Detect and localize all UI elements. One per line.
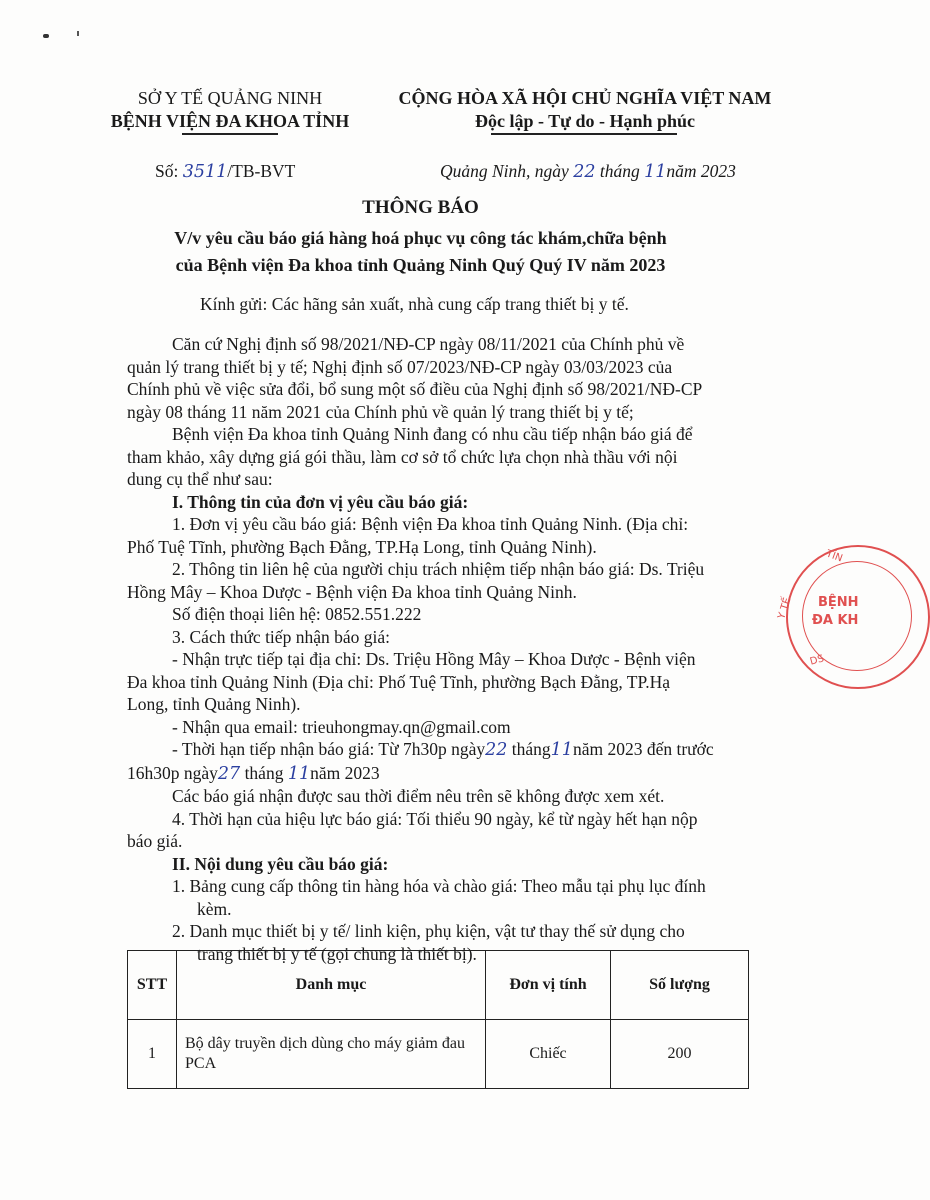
body-line: Chính phủ về việc sửa đổi, bổ sung một số điều của Nghị định số 98/2021/NĐ-CP <box>127 379 703 399</box>
table-header-unit: Đơn vị tính <box>486 951 611 1020</box>
date-line <box>440 160 736 184</box>
stamp-text: ĐA KH <box>812 613 859 628</box>
deadline-text: - Thời hạn tiếp nhận báo giá: Từ 7h30p ngày <box>172 739 486 759</box>
body-line: Long, tỉnh Quảng Ninh). <box>127 694 301 714</box>
body-line: ngày 08 tháng 11 năm 2021 của Chính phủ về quản lý trang thiết bị y tế; <box>127 401 634 422</box>
body-line: Bệnh viện Đa khoa tỉnh Quảng Ninh đang có nhu cầu tiếp nhận báo giá để <box>172 424 693 444</box>
cell-stt: 1 <box>128 1020 177 1089</box>
body-line: - Nhận trực tiếp tại địa chỉ: Ds. Triệu Hồng Mây – Khoa Dược - Bệnh viện <box>172 649 696 669</box>
body-line: 1. Đơn vị yêu cầu báo giá: Bệnh viện Đa khoa tỉnh Quảng Ninh. (Địa chỉ: <box>172 514 689 534</box>
date-text: Quảng Ninh, ngày <box>440 161 574 181</box>
deadline-line <box>127 738 763 762</box>
items-table <box>127 950 749 1089</box>
header-right-underline <box>491 133 677 135</box>
header-left <box>95 87 365 132</box>
body-line: tham khảo, xây dựng giá gói thầu, làm cơ sở tổ chức lựa chọn nhà thầu với nội <box>127 446 678 467</box>
deadline-day-start: 22 <box>485 740 508 760</box>
subject-line: V/v yêu cầu báo giá hàng hoá phục vụ công tác khám,chữa bệnh <box>174 228 667 248</box>
scan-mark <box>77 31 79 36</box>
doc-number-prefix: Số: <box>155 161 183 181</box>
body-line: 1. Bảng cung cấp thông tin hàng hóa và chào giá: Theo mẫu tại phụ lục đính <box>172 876 706 896</box>
doc-number-suffix: /TB-BVT <box>227 161 296 181</box>
date-month: 11 <box>644 162 667 182</box>
date-text: năm 2023 <box>666 161 736 181</box>
national-motto: Độc lập - Tự do - Hạnh phúc <box>474 110 696 131</box>
body-line: Số điện thoại liên hệ: 0852.551.222 <box>172 604 422 624</box>
stamp-text: DS <box>808 653 826 668</box>
table-header-quantity: Số lượng <box>611 951 749 1020</box>
document-title: THÔNG BÁO <box>362 197 479 218</box>
body-line: 3. Cách thức tiếp nhận báo giá: <box>172 626 390 647</box>
stamp-text: Y TẾ <box>776 596 794 621</box>
document-body <box>127 333 763 965</box>
deadline-month-start: 11 <box>550 740 573 760</box>
deadline-line <box>127 762 763 786</box>
department-name: SỞ Y TẾ QUẢNG NINH <box>137 88 323 108</box>
cell-unit: Chiếc <box>486 1020 611 1089</box>
deadline-day-end: 27 <box>217 763 241 784</box>
deadline-text: 16h30p ngày <box>127 762 218 783</box>
stamp-text: TỈN <box>824 548 844 565</box>
body-line: Phố Tuệ Tĩnh, phường Bạch Đằng, TP.Hạ Long, tỉnh Quảng Ninh). <box>127 536 597 557</box>
recipients: Kính gửi: Các hãng sản xuất, nhà cung cấp trang thiết bị y tế. <box>200 294 629 314</box>
deadline-text: tháng <box>507 739 551 759</box>
country-name: CỘNG HÒA XÃ HỘI CHỦ NGHĨA VIỆT NAM <box>398 88 772 108</box>
body-line: Đa khoa tỉnh Quảng Ninh (Địa chỉ: Phố Tuệ Tĩnh, phường Bạch Đằng, TP.Hạ <box>127 671 671 692</box>
body-line: quản lý trang thiết bị y tế; Nghị định số 07/2023/NĐ-CP ngày 03/03/2023 của <box>127 356 673 377</box>
table-header-stt: STT <box>128 951 177 1020</box>
hospital-name: BỆNH VIỆN ĐA KHOA TỈNH <box>110 110 350 131</box>
header-right <box>375 87 795 132</box>
official-stamp <box>776 545 930 689</box>
body-line: dung cụ thể như sau: <box>127 469 273 489</box>
body-line: 2. Danh mục thiết bị y tế/ linh kiện, phụ kiện, vật tư thay thế sử dụng cho <box>172 921 685 941</box>
subject-line: của Bệnh viện Đa khoa tỉnh Quảng Ninh Quý Quý IV năm 2023 <box>175 255 666 275</box>
table-header-row <box>128 951 749 1020</box>
body-line: - Nhận qua email: trieuhongmay.qn@gmail.com <box>172 716 511 737</box>
table-header-item: Danh mục <box>177 951 486 1020</box>
date-text: tháng <box>595 161 645 181</box>
deadline-month-end: 11 <box>287 763 311 784</box>
body-line: Hồng Mây – Khoa Dược - Bệnh viện Đa khoa tỉnh Quảng Ninh. <box>127 581 577 602</box>
date-day: 22 <box>573 162 596 182</box>
section-heading: II. Nội dung yêu cầu báo giá: <box>172 853 389 874</box>
scan-mark <box>43 34 49 38</box>
table-row <box>128 1020 749 1089</box>
header-left-underline <box>182 133 278 135</box>
body-line: kèm. <box>197 898 232 919</box>
cell-item: Bộ dây truyền dịch dùng cho máy giảm đau PCA <box>177 1020 486 1089</box>
body-line: trang thiết bị y tế (gọi chung là thiết bị). <box>197 943 477 964</box>
deadline-text: tháng <box>240 762 288 783</box>
body-line: Các báo giá nhận được sau thời điểm nêu trên sẽ không được xem xét. <box>172 786 665 806</box>
stamp-text: BỆNH <box>818 595 859 610</box>
deadline-text: năm 2023 <box>310 762 380 783</box>
body-line: 4. Thời hạn của hiệu lực báo giá: Tối thiểu 90 ngày, kể từ ngày hết hạn nộp <box>172 808 698 829</box>
doc-number-handwritten: 3511 <box>182 162 228 182</box>
body-line: 2. Thông tin liên hệ của người chịu trách nhiệm tiếp nhận báo giá: Ds. Triệu <box>172 559 705 579</box>
section-heading: I. Thông tin của đơn vị yêu cầu báo giá: <box>172 491 469 512</box>
deadline-text: năm 2023 đến trước <box>572 739 714 759</box>
cell-quantity: 200 <box>611 1020 749 1089</box>
body-line: Căn cứ Nghị định số 98/2021/NĐ-CP ngày 08/11/2021 của Chính phủ về <box>172 334 685 354</box>
doc-number <box>155 160 295 184</box>
body-line: báo giá. <box>127 831 183 851</box>
